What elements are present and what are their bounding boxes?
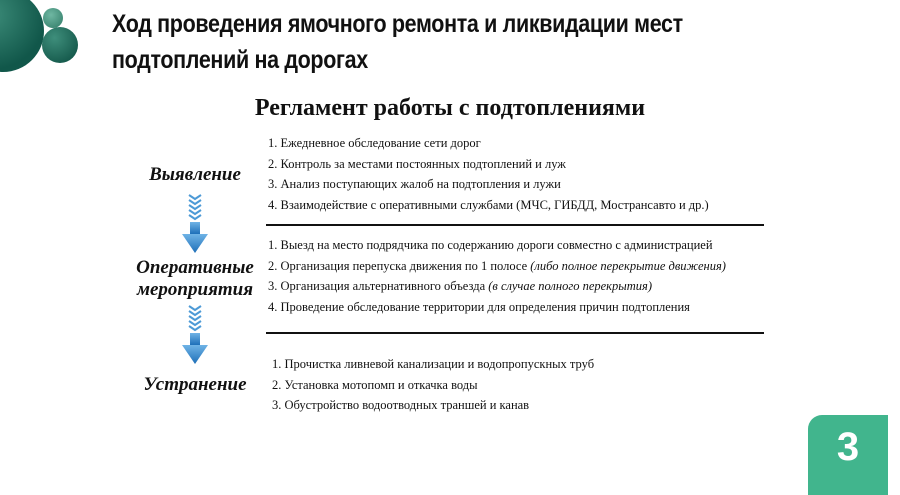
divider	[266, 332, 764, 334]
stage-label-operative	[100, 257, 290, 301]
list-item: 1. Выезд на место подрядчика по содержанию дороги совместно с администрацией	[268, 238, 713, 252]
arrow-down-icon	[180, 193, 210, 255]
regulation-title: Регламент работы с подтоплениями	[254, 95, 646, 121]
slide-title: Ход проведения ямочного ремонта и ликвидации мест подтоплений на дорогах	[112, 10, 683, 74]
list-item: 2. Установка мотопомп и откачка воды	[272, 377, 478, 392]
list-item: 2. Контроль за местами постоянных подтоплений и луж	[268, 156, 566, 171]
decorative-circle-medium	[42, 27, 78, 63]
stage-label-elimination: Устранение	[143, 374, 247, 395]
divider	[266, 224, 764, 226]
list-item: 3. Обустройство водоотводных траншей и канав	[272, 398, 530, 412]
page-number-badge	[808, 415, 888, 495]
stage-list-detection	[268, 133, 709, 215]
stage-label-line: Оперативные	[136, 257, 254, 278]
list-item: 3. Организация альтернативного объезда (в случае полного перекрытия)	[268, 279, 652, 293]
list-item: 4. Взаимодействие с оперативными службами (МЧС, ГИБДД, Мострансавто и др.)	[268, 197, 709, 212]
stage-label-detection: Выявление	[149, 164, 241, 185]
list-item: 1. Ежедневное обследование сети дорог	[268, 136, 481, 150]
list-item: 3. Анализ поступающих жалоб на подтопления и лужи	[268, 177, 561, 191]
arrow-down-icon	[180, 304, 210, 366]
list-item: 4. Проведение обследование территории для определения причин подтопления	[268, 299, 690, 314]
stage-list-operative	[268, 235, 726, 317]
stage-label-line: мероприятия	[136, 279, 253, 300]
page-number: 3	[836, 425, 860, 469]
decorative-circle-small	[43, 8, 63, 28]
decorative-circle-large	[0, 0, 44, 72]
stage-list-elimination	[272, 354, 594, 416]
list-item: 1. Прочистка ливневой канализации и водопропускных труб	[272, 357, 595, 371]
list-item: 2. Организация перепуска движения по 1 полосе (либо полное перекрытие движения)	[268, 258, 726, 273]
